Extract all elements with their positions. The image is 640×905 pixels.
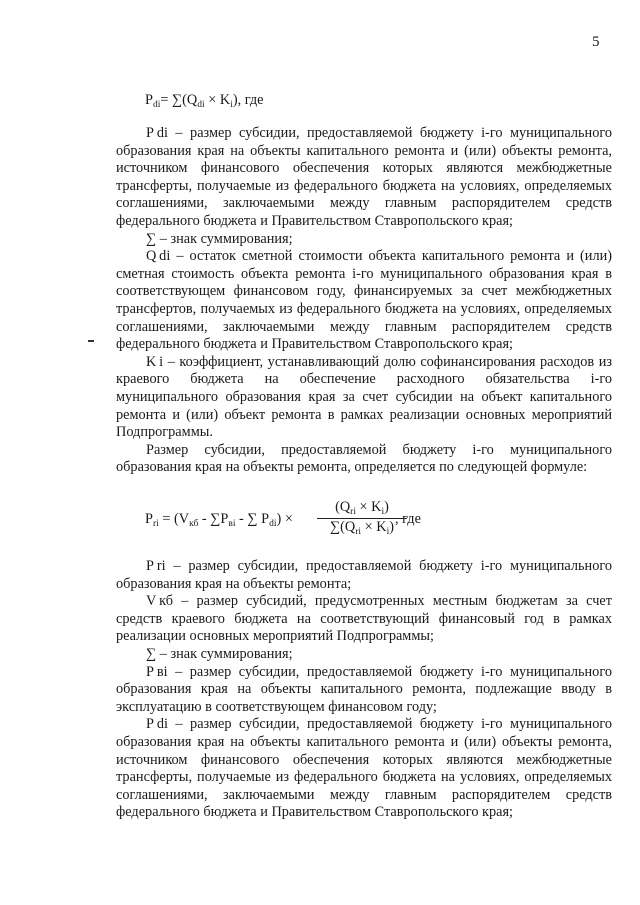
definition-p-di-2: P di – размер субсидии, предоставляемой бюджету i-го муниципального образования края на объекты капитального ремонта и (или) объекты ремонта, источником финансового обеспечения которых являются межбюджетные трансферты, получаемые из федерального бюджета на условиях, определяемых соглашениями, заключаемыми между главным распорядителем средств федерального бюджета и Правительством Ставропольского края; bbox=[116, 716, 612, 821]
definition-p-vi: P вi – размер субсидии, предоставляемой бюджету i-го муниципального образования края на объекты капитального ремонта, подлежащие вводу в эксплуатацию в соответствующем финансовом году; bbox=[116, 663, 612, 715]
definition-p-di: P di – размер субсидии, предоставляемой бюджету i-го муниципального образования края на объекты капитального ремонта и (или) объекты ремонта, источником финансового обеспечения которых являются межбюджетные трансферты, получаемые из федерального бюджета на условиях, определяемых соглашениями, заключаемыми между главным распорядителем средств федерального бюджета и Правительством Ставропольского края; bbox=[116, 125, 612, 229]
page-number: 5 bbox=[592, 34, 600, 50]
definitions-block-2 bbox=[116, 558, 612, 822]
formula-subsidy-r bbox=[145, 499, 445, 539]
formula-subsidy-d: $P_{di}= \sum(Q_{di} \times K_i)$, где bbox=[145, 92, 264, 110]
definition-k-i: K i – коэффициент, устанавливающий долю софинансирования расходов из краевого бюджета на обеспечение расходного обязательства i-го муниципального образования края за счет субсидии на объект капитального ремонта и (или) объект ремонта в рамках реализации основных мероприятий Подпрограммы. bbox=[116, 353, 612, 441]
margin-mark bbox=[88, 340, 94, 342]
formula-fraction bbox=[317, 499, 407, 537]
formula-tail: , где bbox=[395, 511, 421, 527]
definition-v-kb: V кб – размер субсидий, предусмотренных местным бюджетам за счет средств краевого бюджета на соответствующий финансовый год в рамках реализации основных мероприятий Подпрограммы; bbox=[116, 593, 612, 645]
definition-sum-sign-2: ∑ – знак суммирования; bbox=[146, 645, 293, 662]
fraction-denominator: $\sum(Q_{ri} \times K_i)$ bbox=[329, 519, 395, 537]
definition-p-ri: P ri – размер субсидии, предоставляемой бюджету i-го муниципального образования края на объекты ремонта; bbox=[116, 558, 612, 592]
formula-left-part: $P_{ri} = (V_{кб} - \sum P_{вi}$ - ∑ $P_{di}$) × bbox=[145, 511, 293, 529]
definition-q-di: Q di – остаток сметной стоимости объекта капитального ремонта и (или) сметная стоимость объекта ремонта i-го муниципального образования края в соответствующем финансовом году, финансируемых за счет межбюджетных трансфертов, получаемых из федерального бюджета на условиях, определяемых соглашениями, заключаемыми между главным распорядителем средств федерального бюджета и Правительством Ставропольского края; bbox=[116, 248, 612, 353]
fraction-numerator: $(Q_{ri} \times K_i)$ bbox=[317, 499, 407, 519]
definitions-block-1 bbox=[116, 125, 612, 477]
definition-sum-sign: ∑ – знак суммирования; bbox=[146, 230, 293, 247]
formula-intro-paragraph: Размер субсидии, предоставляемой бюджету i-го муниципального образования края на объекты ремонта, определяется по следующей формуле: bbox=[116, 441, 612, 476]
